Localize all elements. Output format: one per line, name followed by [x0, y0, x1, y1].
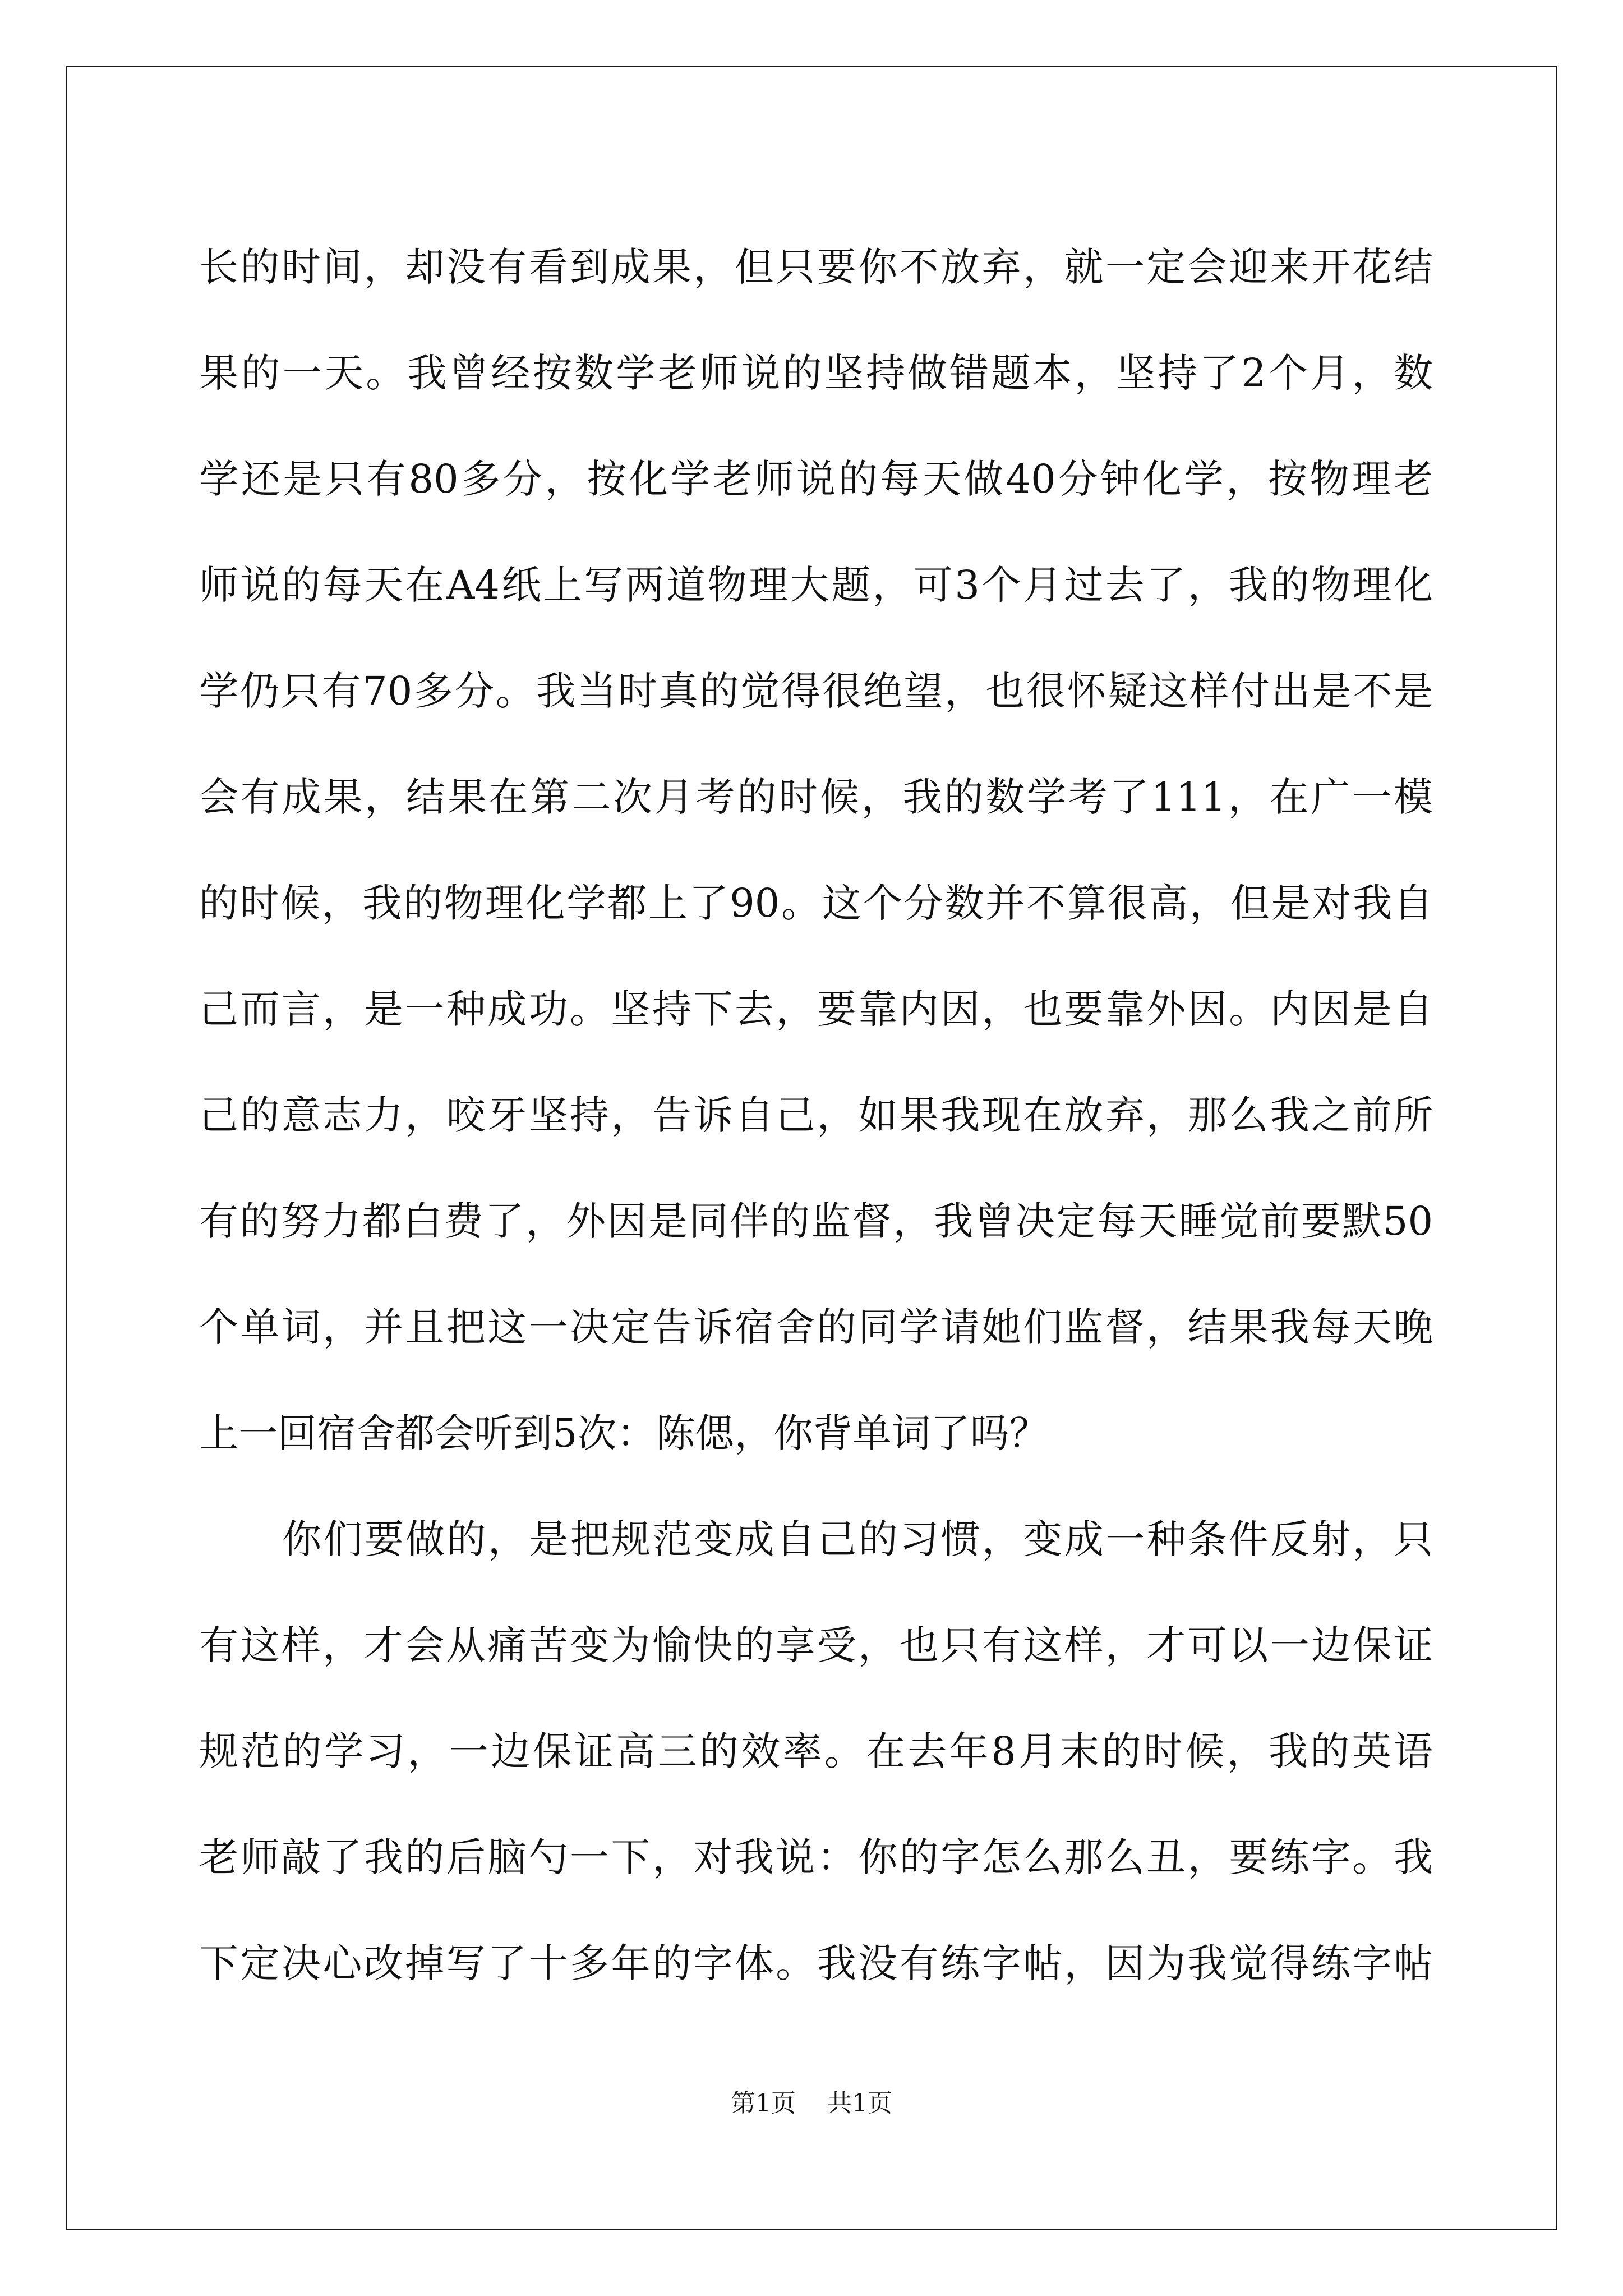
text-line: 老师敲了我的后脑勺一下，对我说：你的字怎么那么丑，要练字。我: [199, 1834, 1433, 1880]
paragraph-2: [199, 1487, 1433, 2017]
text-line: 学仍只有70多分。我当时真的觉得很绝望，也很怀疑这样付出是不是: [199, 668, 1433, 714]
text-line: 有的努力都白费了，外因是同伴的监督，我曾决定每天睡觉前要默50: [199, 1198, 1433, 1244]
page-total: 共1页: [827, 2089, 892, 2118]
text-line: 下定决心改掉写了十多年的字体。我没有练字帖，因为我觉得练字帖: [199, 1940, 1433, 1986]
text-line: 个单词，并且把这一决定告诉宿舍的同学请她们监督，结果我每天晚: [199, 1304, 1433, 1350]
page-number: 第1页: [731, 2089, 796, 2118]
text-line: 上一回宿舍都会听到5次：陈偲，你背单词了吗？: [199, 1410, 1049, 1456]
text-line: 长的时间，却没有看到成果，但只要你不放弃，就一定会迎来开花结: [199, 244, 1433, 290]
text-line: 规范的学习，一边保证高三的效率。在去年8月末的时候，我的英语: [199, 1728, 1433, 1774]
text-line: 师说的每天在A4纸上写两道物理大题，可3个月过去了，我的物理化: [199, 562, 1433, 608]
text-line: 果的一天。我曾经按数学老师说的坚持做错题本，坚持了2个月，数: [199, 350, 1433, 396]
paragraph-1: [199, 214, 1433, 1487]
body-text: [199, 214, 1433, 2017]
text-line: 己而言，是一种成功。坚持下去，要靠内因，也要靠外因。内因是自: [199, 986, 1433, 1032]
text-line: 会有成果，结果在第二次月考的时候，我的数学考了111，在广一模: [199, 774, 1433, 820]
text-line: 有这样，才会从痛苦变为愉快的享受，也只有这样，才可以一边保证: [199, 1622, 1433, 1668]
text-line: 你们要做的，是把规范变成自己的习惯，变成一种条件反射，只: [282, 1516, 1433, 1562]
text-line: 学还是只有80多分，按化学老师说的每天做40分钟化学，按物理老: [199, 456, 1433, 502]
text-line: 己的意志力，咬牙坚持，告诉自己，如果我现在放弃，那么我之前所: [199, 1092, 1433, 1138]
page-footer: [0, 2087, 1623, 2120]
text-line: 的时候，我的物理化学都上了90。这个分数并不算很高，但是对我自: [199, 880, 1433, 926]
